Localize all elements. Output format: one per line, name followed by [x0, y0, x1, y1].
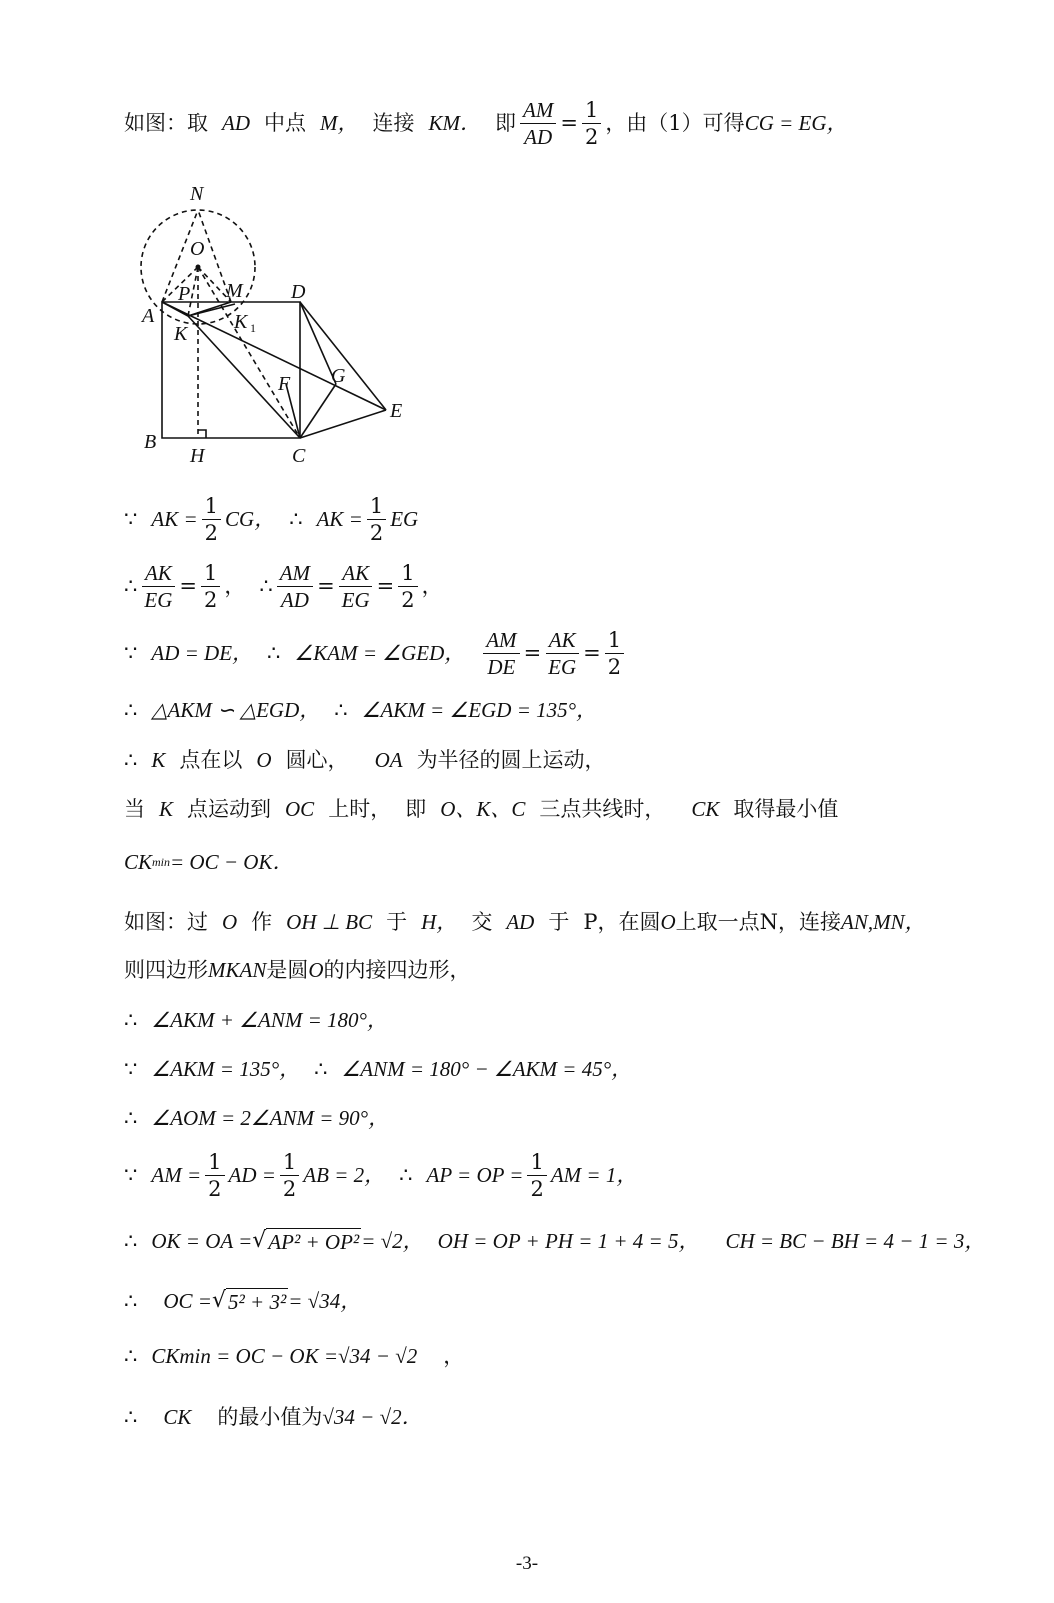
- label-D: D: [291, 281, 306, 303]
- text-line-5: ∴ △AKM ∽ △EGD， ∴ ∠AKM = ∠EGD = 135°，: [124, 698, 598, 722]
- fraction: $\frac{1}{2}$: [201, 563, 220, 611]
- fraction: $\frac{AM}{AD}$: [520, 100, 556, 148]
- text-line-16: ∴ OC = √ 5² + 3² = √34，: [124, 1288, 362, 1314]
- text-line-14: ∵ AM = $\frac{1}{2}$ AD = $\frac{1}{2}$ AB = 2， ∴ AP = OP = $\frac{1}{2}$ AM = 1，: [124, 1150, 638, 1201]
- text-line-10: 则四边形 MKAN 是圆 O 的内接四边形，: [124, 958, 471, 982]
- text-line-12: ∵ ∠AKM = 135°， ∴ ∠ANM = 180° − ∠AKM = 45°，: [124, 1057, 633, 1081]
- fraction: $\frac{AK}{EG}$: [141, 563, 175, 611]
- text-line-9: 如图：过 O 作 OH ⊥ BC 于 H， 交 AD 于 P，在圆 O 上取一点 N，连接 AN,MN，: [124, 910, 926, 934]
- text-line-3: ∴ $\frac{AK}{EG}$ = $\frac{1}{2}$ ， ∴ $\frac{AM}{AD}$ = $\frac{AK}{EG}$ = $\frac{1}{2}$ ，: [124, 561, 443, 612]
- label-K: K: [174, 323, 188, 345]
- text-line-4: ∵ AD = DE， ∴ ∠KAM = ∠GED， $\frac{AM}{DE}$ = $\frac{AK}{EG}$ = $\frac{1}{2}$: [124, 630, 628, 678]
- label-H: H: [190, 445, 205, 467]
- label-P: P: [178, 283, 191, 305]
- text-line-6: ∴ K 点在以 O 圆心， OA 为半径的圆上运动，: [124, 748, 606, 772]
- fraction: $\frac{AK}{EG}$: [339, 563, 373, 611]
- fraction: $\frac{1}{2}$: [527, 1152, 546, 1200]
- page-number: -3-: [515, 1553, 539, 1574]
- label-A: A: [142, 305, 155, 327]
- label-N: N: [190, 183, 204, 205]
- text-line-7: 当 K 点运动到 OC 上时， 即 O、K、C 三点共线时， CK 取得最小值: [124, 797, 839, 821]
- label-K1-subscript: 1: [250, 321, 256, 335]
- text-line-8: CK min = OC − OK．: [124, 850, 294, 874]
- fraction: $\frac{1}{2}$: [605, 630, 624, 678]
- label-F: F: [278, 373, 291, 395]
- label-B: B: [144, 431, 157, 453]
- fraction: $\frac{1}{2}$: [582, 100, 601, 148]
- fraction: $\frac{1}{2}$: [367, 496, 386, 544]
- fraction: $\frac{1}{2}$: [280, 1152, 299, 1200]
- fraction: $\frac{1}{2}$: [398, 563, 417, 611]
- fraction: $\frac{AK}{EG}$: [545, 630, 579, 678]
- text-line-13: ∴ ∠AOM = 2∠ANM = 90°，: [124, 1106, 390, 1130]
- fraction: $\frac{1}{2}$: [205, 1152, 224, 1200]
- label-G: G: [331, 365, 346, 387]
- fraction: $\frac{1}{2}$: [202, 496, 221, 544]
- text-line-18: ∴ CK 的最小值为 √34 − √2．: [124, 1405, 423, 1429]
- geometry-figure: [128, 180, 418, 470]
- fraction: $\frac{AM}{DE}$: [483, 630, 519, 678]
- label-C: C: [292, 445, 306, 467]
- text-line-11: ∴ ∠AKM + ∠ANM = 180°，: [124, 1008, 388, 1032]
- label-K1: K: [234, 311, 248, 333]
- label-E: E: [390, 400, 403, 422]
- label-O: O: [190, 238, 205, 260]
- fraction: $\frac{AM}{AD}$: [277, 563, 313, 611]
- text-line-1: 如图：取 AD 中点 M， 连接 KM． 即 $\frac{AM}{AD}$ = $\frac{1}{2}$ ，由（1）可得 CG = EG，: [124, 98, 848, 149]
- text-line-17: ∴ CKmin = OC − OK = √34 − √2 ，: [124, 1344, 465, 1368]
- text-line-15: ∴ OK = OA = √ AP² + OP² = √2， OH = OP + PH = 1 + 4 = 5， CH = BC − BH = 4 − 1 = 3，: [124, 1228, 986, 1254]
- label-M: M: [226, 280, 243, 302]
- text-line-2: ∵ AK = $\frac{1}{2}$ CG， ∴ AK = $\frac{1}{2}$ EG: [124, 494, 419, 545]
